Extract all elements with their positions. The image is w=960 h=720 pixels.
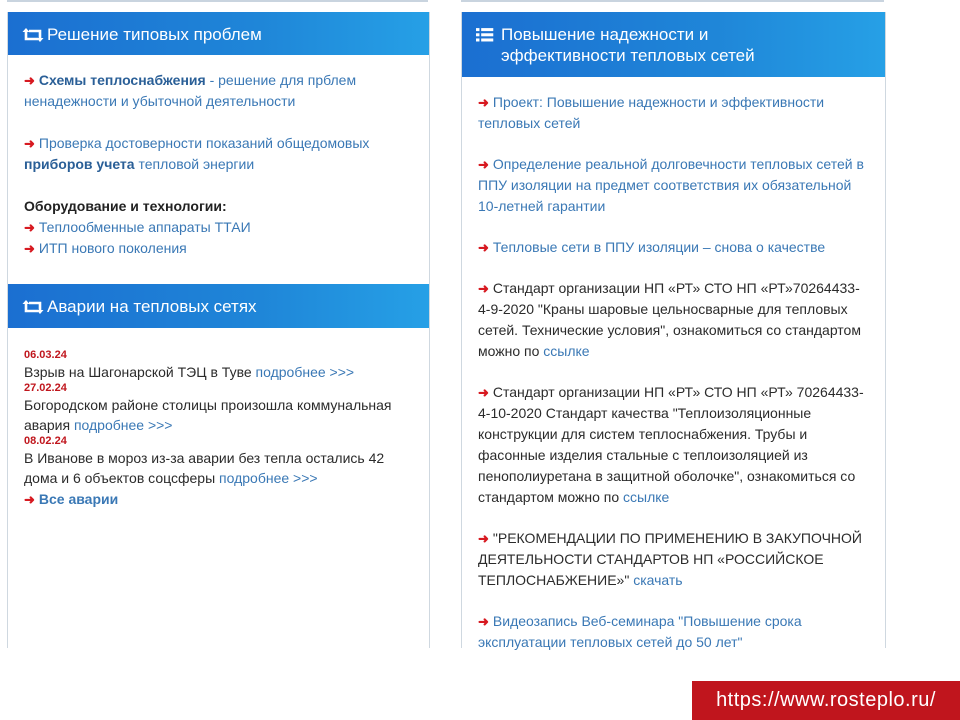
read-more-link[interactable]: подробнее >>>	[73, 417, 173, 433]
webinar-link[interactable]: Видеозапись Веб-семинара "Повышение срока эксплуатации тепловых сетей до 50 лет"	[478, 613, 802, 650]
news-item	[24, 349, 413, 382]
news-item	[24, 435, 413, 488]
arrow-right-icon: ➜	[478, 531, 489, 546]
meter-check-link[interactable]: Проверка достоверности показаний общедомовых приборов учета тепловой энергии	[24, 135, 370, 172]
list-item	[478, 92, 871, 134]
arrow-right-icon: ➜	[24, 241, 35, 256]
news-date: 06.03.24	[24, 349, 67, 361]
heat-schemes-link[interactable]: Схемы теплоснабжения - решение для прблем ненадежности и убыточной деятельности	[24, 72, 357, 109]
section-title: Повышение надежности и эффективности тепловых сетей	[501, 25, 755, 65]
news-date: 27.02.24	[24, 382, 67, 394]
retweet-icon	[22, 298, 44, 316]
list-item	[478, 382, 871, 508]
recommendations-text: "РЕКОМЕНДАЦИИ ПО ПРИМЕНЕНИЮ В ЗАКУПОЧНОЙ ДЕЯТЕЛЬНОСТИ СТАНДАРТОВ НП «РОССИЙСКОЕ ТЕПЛОСНАБЖЕНИЕ»"	[478, 530, 862, 588]
arrow-right-icon: ➜	[478, 281, 489, 296]
accidents-body	[8, 349, 429, 510]
retweet-icon	[22, 26, 44, 44]
arrow-right-icon: ➜	[478, 240, 489, 255]
section-title: Решение типовых проблем	[47, 25, 262, 44]
arrow-right-icon: ➜	[478, 95, 489, 110]
list-item	[478, 278, 871, 362]
section-header-typical-problems	[8, 12, 429, 55]
list-item	[478, 611, 871, 653]
reliability-body	[462, 77, 885, 653]
arrow-right-icon: ➜	[24, 220, 35, 235]
news-date: 08.02.24	[24, 435, 67, 447]
read-more-link[interactable]: подробнее >>>	[255, 364, 355, 380]
news-text: В Иванове в мороз из-за аварии без тепла остались 42 дома и 6 объектов соцсферы	[24, 450, 385, 486]
section-title: Аварии на тепловых сетях	[47, 297, 257, 316]
read-more-link[interactable]: подробнее >>>	[219, 470, 318, 486]
top-divider-right	[461, 0, 884, 2]
itp-link[interactable]: ИТП нового поколения	[38, 240, 187, 256]
all-accidents-link[interactable]: Все аварии	[38, 491, 119, 507]
news-text: Взрыв на Шагонарской ТЭЦ в Туве	[24, 364, 256, 380]
list-icon	[476, 26, 495, 44]
list-item-heat-schemes	[24, 70, 413, 112]
standard-link[interactable]: ссылке	[623, 489, 670, 505]
equipment-heading: Оборудование и технологии:	[24, 198, 227, 214]
news-text: Богородском районе столицы произошла коммунальная авария	[24, 397, 392, 433]
list-item-ttai	[24, 217, 413, 238]
arrow-right-icon: ➜	[478, 157, 489, 172]
right-panel	[461, 12, 886, 648]
standard-text: Стандарт организации НП «РТ» СТО НП «РТ»70264433-4-9-2020 "Краны шаровые цельносварные для тепловых сетей. Технические условия", ознакомиться со стандартом можно по	[478, 280, 861, 359]
ttai-link[interactable]: Теплообменные аппараты ТТАИ	[38, 219, 251, 235]
project-link[interactable]: Проект: Повышение надежности и эффективности тепловых сетей	[478, 94, 825, 131]
standard-text: Стандарт организации НП «РТ» СТО НП «РТ» 70264433-4-10-2020 Стандарт качества "Теплоизоляционные конструкции для систем теплоснабжения. Трубы и фасонные изделия стальные с теплоизоляцией из пенополиуретана в защитной оболочке", ознакомиться со стандартом можно по	[478, 384, 864, 505]
list-item	[478, 154, 871, 217]
list-item	[478, 237, 871, 258]
news-item	[24, 382, 413, 435]
arrow-right-icon: ➜	[24, 136, 35, 151]
top-divider-left	[7, 0, 428, 2]
list-item-itp	[24, 238, 413, 259]
standard-link[interactable]: ссылке	[543, 343, 590, 359]
durability-link[interactable]: Определение реальной долговечности тепловых сетей в ППУ изоляции на предмет соответствия их обязательной 10-летней гарантии	[478, 156, 864, 214]
download-link[interactable]: скачать	[633, 572, 683, 588]
list-item-meter-check	[24, 133, 413, 175]
section-header-reliability	[462, 12, 885, 77]
site-url-badge: https://www.rosteplo.ru/	[692, 681, 960, 720]
all-accidents-item	[24, 489, 413, 510]
section-header-accidents	[8, 284, 429, 328]
typical-problems-body	[8, 55, 429, 259]
arrow-right-icon: ➜	[24, 492, 35, 507]
arrow-right-icon: ➜	[478, 385, 489, 400]
quality-link[interactable]: Тепловые сети в ППУ изоляции – снова о качестве	[492, 239, 826, 255]
arrow-right-icon: ➜	[478, 614, 489, 629]
arrow-right-icon: ➜	[24, 73, 35, 88]
left-panel	[7, 12, 430, 648]
list-item	[478, 528, 871, 591]
